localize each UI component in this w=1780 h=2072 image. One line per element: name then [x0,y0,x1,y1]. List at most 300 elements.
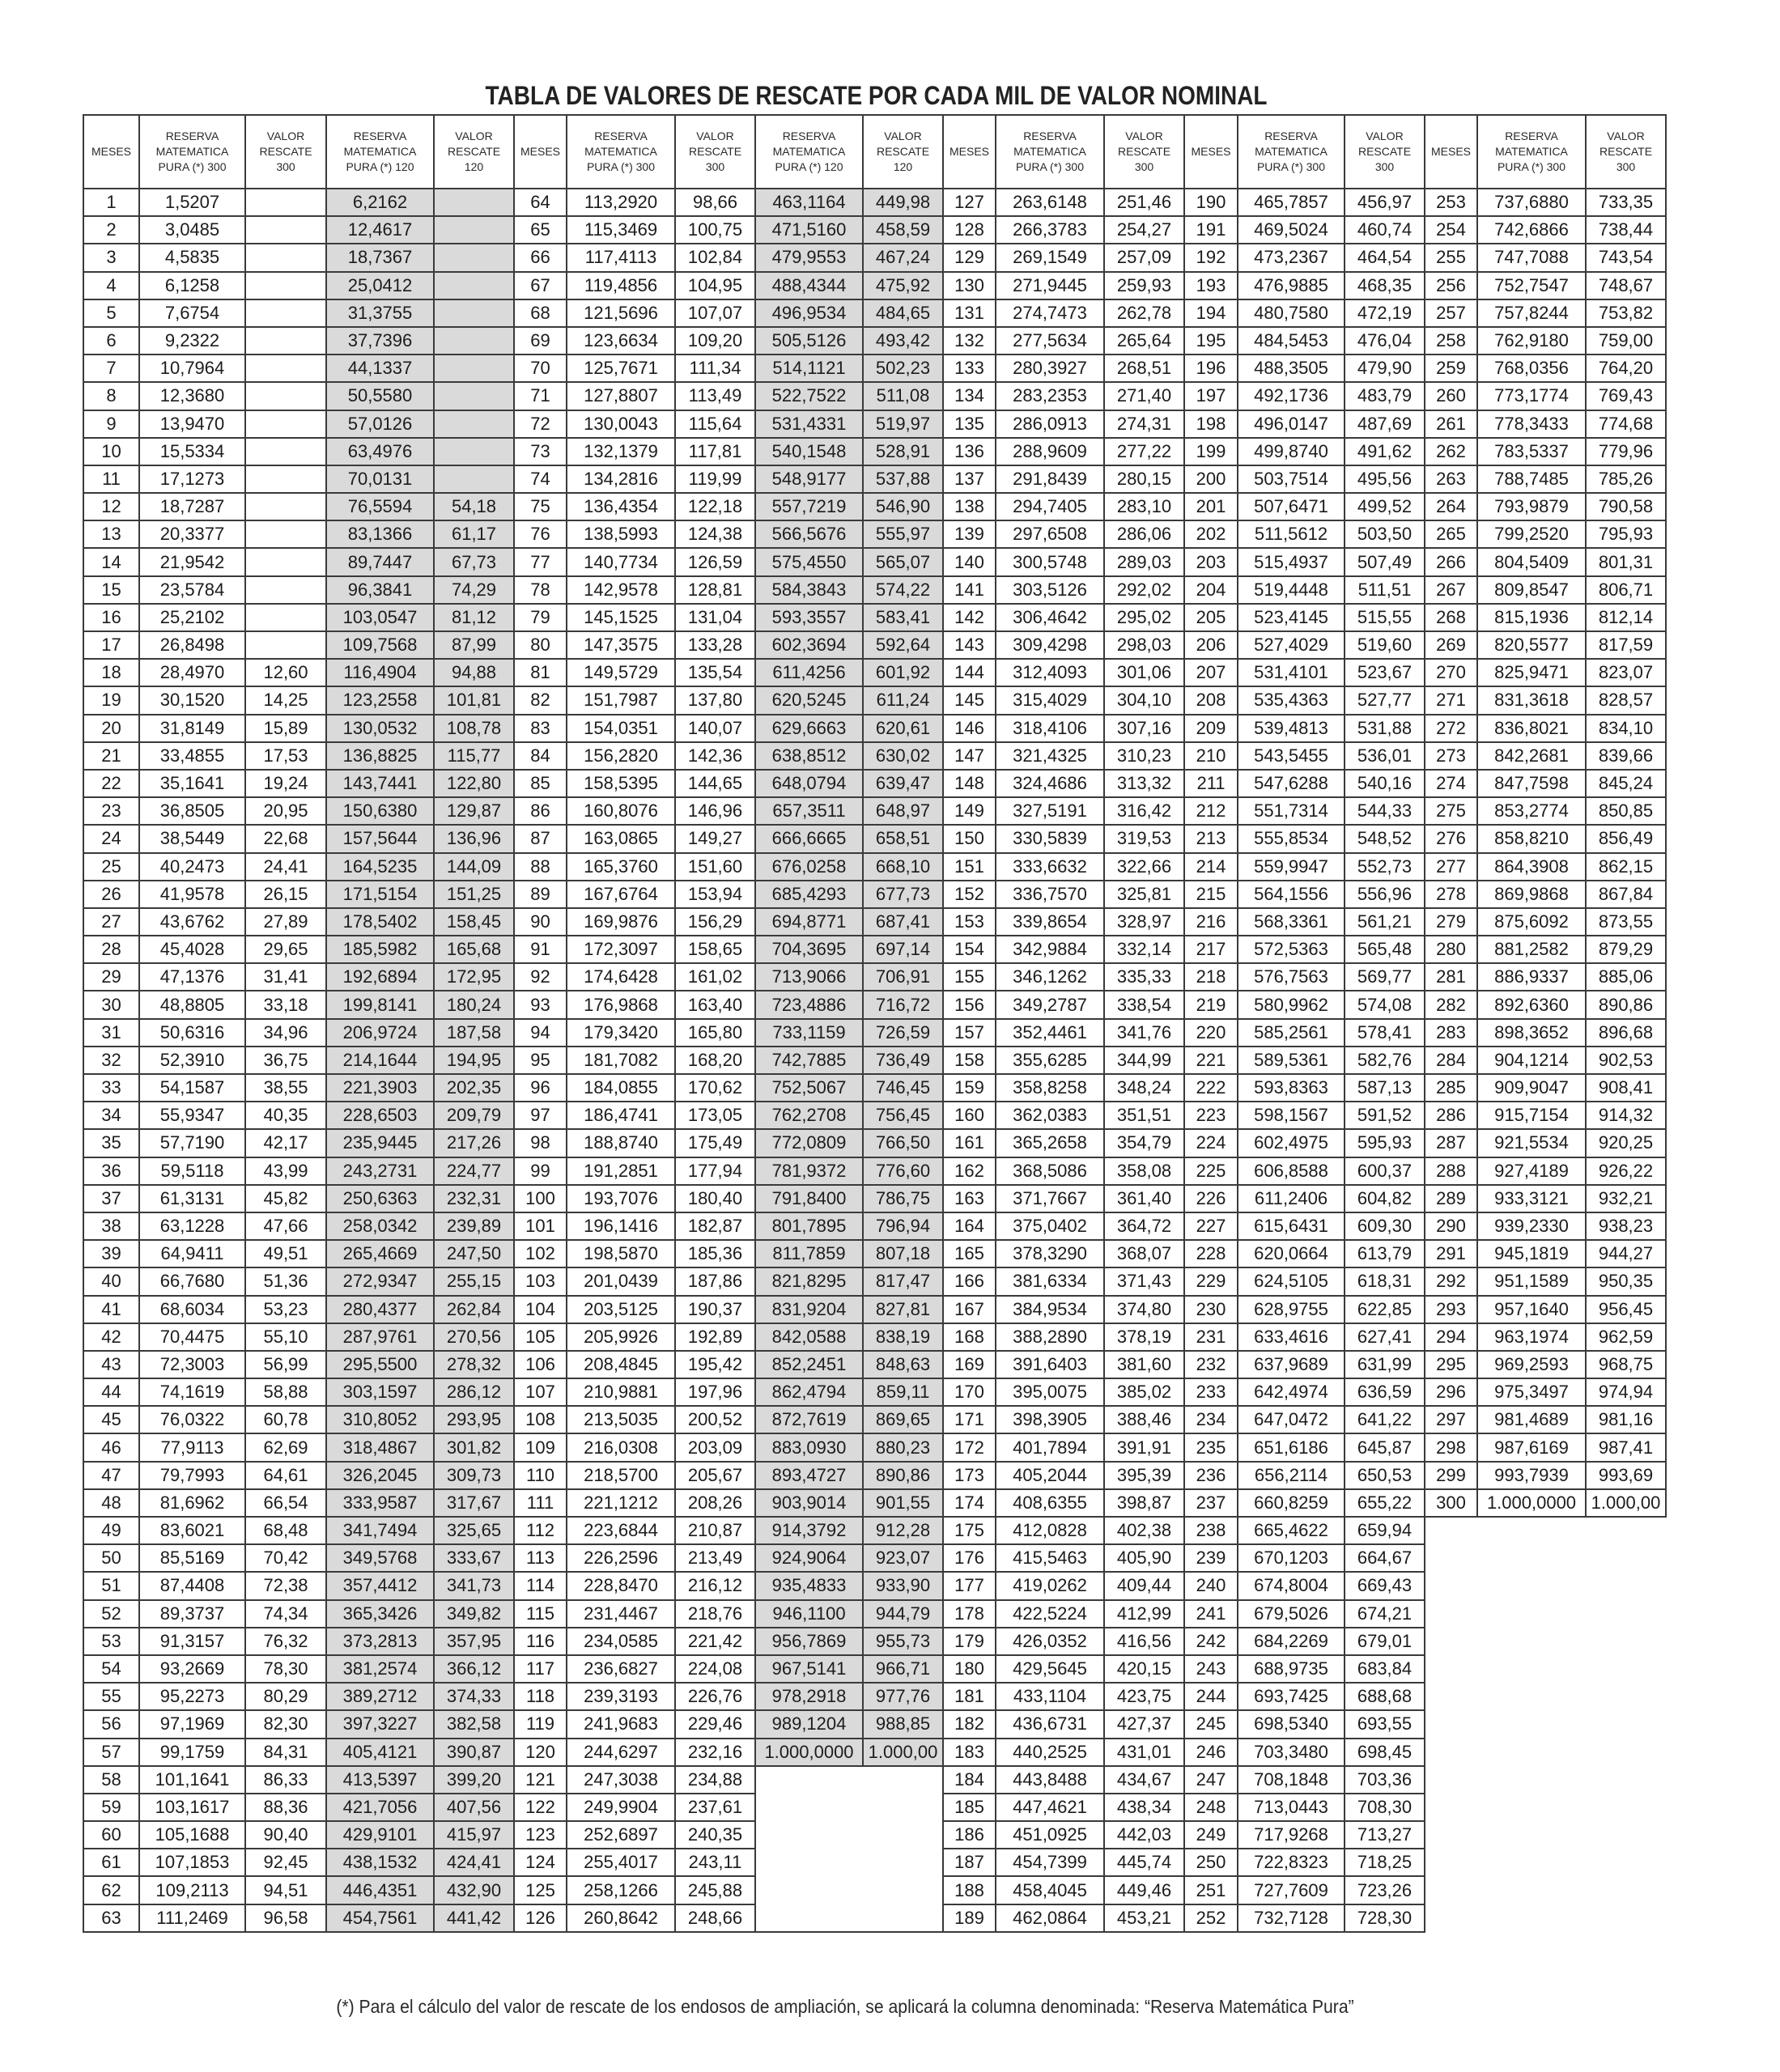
cell-reserva-300: 395,0075 [996,1378,1104,1406]
cell-meses: 15 [83,576,139,604]
cell-meses: 264 [1425,493,1477,520]
cell-reserva-300: 239,3193 [567,1683,675,1710]
empty-cell [1425,1600,1477,1628]
empty-cell [755,1766,863,1794]
cell-meses: 120 [514,1739,567,1766]
cell-valor-300: 135,54 [675,659,755,686]
cell-reserva-300: 12,3680 [139,382,245,410]
cell-reserva-120: 70,0131 [326,465,434,493]
cell-reserva-300: 35,1641 [139,770,245,797]
cell-valor-300: 344,99 [1104,1047,1184,1074]
cell-reserva-300: 842,2681 [1477,742,1586,770]
cell-valor-300: 173,05 [675,1102,755,1129]
cell-reserva-300: 898,3652 [1477,1019,1586,1047]
cell-valor-120: 923,07 [863,1544,943,1572]
cell-valor-120: 390,87 [434,1739,514,1766]
cell-reserva-300: 419,0262 [996,1572,1104,1599]
cell-meses: 49 [83,1517,139,1544]
cell-valor-300: 920,25 [1586,1129,1666,1157]
cell-meses: 131 [943,299,996,327]
cell-valor-300: 51,36 [245,1267,326,1295]
cell-reserva-300: 95,2273 [139,1683,245,1710]
cell-valor-120: 239,89 [434,1212,514,1240]
cell-meses: 45 [83,1406,139,1433]
cell-reserva-300: 665,4622 [1238,1517,1345,1544]
cell-valor-120: 658,51 [863,825,943,852]
empty-cell [1586,1849,1666,1876]
cell-meses: 173 [943,1462,996,1489]
cell-valor-300: 224,08 [675,1655,755,1683]
cell-meses: 36 [83,1157,139,1185]
empty-cell [863,1821,943,1849]
cell-valor-300 [245,272,326,299]
cell-valor-300: 163,40 [675,991,755,1018]
cell-valor-300: 31,41 [245,963,326,991]
cell-valor-300: 817,59 [1586,631,1666,659]
cell-valor-300: 398,87 [1104,1489,1184,1517]
cell-valor-120: 172,95 [434,963,514,991]
cell-reserva-300: 205,9926 [567,1323,675,1351]
cell-valor-300: 476,04 [1345,327,1425,355]
cell-valor-300: 834,10 [1586,715,1666,742]
cell-meses: 112 [514,1517,567,1544]
cell-valor-300: 636,59 [1345,1378,1425,1406]
header-meses: MESES [83,115,139,189]
cell-reserva-120: 772,0809 [755,1129,863,1157]
cell-meses: 150 [943,825,996,852]
cell-valor-300: 974,94 [1586,1378,1666,1406]
cell-meses: 20 [83,715,139,742]
cell-valor-300: 12,60 [245,659,326,686]
cell-reserva-300: 628,9755 [1238,1296,1345,1323]
table-row [83,1794,1666,1821]
cell-meses: 198 [1184,410,1238,438]
cell-meses: 24 [83,825,139,852]
cell-meses: 146 [943,715,996,742]
cell-reserva-300: 531,4101 [1238,659,1345,686]
cell-reserva-300: 585,2561 [1238,1019,1345,1047]
cell-meses: 2 [83,216,139,244]
cell-valor-120: 519,97 [863,410,943,438]
cell-valor-300: 43,99 [245,1157,326,1185]
cell-meses: 297 [1425,1406,1477,1433]
cell-reserva-300: 564,1556 [1238,881,1345,908]
cell-reserva-300: 915,7154 [1477,1102,1586,1129]
cell-reserva-120: 103,0547 [326,604,434,631]
cell-reserva-300: 101,1641 [139,1766,245,1794]
cell-meses: 168 [943,1323,996,1351]
cell-meses: 96 [514,1074,567,1102]
cell-reserva-120: 143,7441 [326,770,434,797]
cell-valor-120 [434,410,514,438]
cell-valor-300: 280,15 [1104,465,1184,493]
cell-meses: 48 [83,1489,139,1517]
cell-meses: 175 [943,1517,996,1544]
cell-valor-300: 19,24 [245,770,326,797]
cell-reserva-300: 670,1203 [1238,1544,1345,1572]
cell-meses: 18 [83,659,139,686]
cell-valor-300: 271,40 [1104,382,1184,410]
cell-reserva-300: 115,3469 [567,216,675,244]
cell-valor-300: 316,42 [1104,797,1184,825]
cell-reserva-120: 109,7568 [326,631,434,659]
cell-meses: 245 [1184,1710,1238,1738]
cell-reserva-120: 638,8512 [755,742,863,770]
cell-valor-300: 262,78 [1104,299,1184,327]
cell-reserva-300: 25,2102 [139,604,245,631]
cell-reserva-300: 103,1617 [139,1794,245,1821]
cell-valor-120: 158,45 [434,908,514,936]
cell-meses: 163 [943,1185,996,1212]
cell-valor-120: 81,12 [434,604,514,631]
cell-valor-300: 556,96 [1345,881,1425,908]
cell-reserva-300: 945,1819 [1477,1240,1586,1267]
cell-valor-120: 583,41 [863,604,943,631]
cell-valor-300: 679,01 [1345,1628,1425,1655]
cell-meses: 209 [1184,715,1238,742]
cell-reserva-300: 179,3420 [567,1019,675,1047]
cell-reserva-120: 648,0794 [755,770,863,797]
table-row [83,576,1666,604]
cell-meses: 109 [514,1433,567,1461]
cell-reserva-300: 48,8805 [139,991,245,1018]
cell-meses: 153 [943,908,996,936]
cell-reserva-300: 576,7563 [1238,963,1345,991]
cell-valor-120: 944,79 [863,1600,943,1628]
empty-cell [1586,1572,1666,1599]
cell-reserva-300: 987,6169 [1477,1433,1586,1461]
table-row [83,1406,1666,1433]
cell-reserva-120: 752,5067 [755,1074,863,1102]
cell-valor-120: 366,12 [434,1655,514,1683]
cell-reserva-300: 836,8021 [1477,715,1586,742]
cell-reserva-300: 391,6403 [996,1351,1104,1378]
cell-valor-300: 190,37 [675,1296,755,1323]
cell-valor-300 [245,520,326,548]
cell-valor-300: 764,20 [1586,355,1666,382]
cell-valor-300: 431,01 [1104,1739,1184,1766]
cell-valor-300: 47,66 [245,1212,326,1240]
cell-valor-300: 449,46 [1104,1876,1184,1904]
empty-cell [1586,1904,1666,1932]
cell-meses: 152 [943,881,996,908]
cell-reserva-120: 341,7494 [326,1517,434,1544]
cell-valor-300: 161,02 [675,963,755,991]
cell-reserva-120: 733,1159 [755,1019,863,1047]
cell-valor-300: 328,97 [1104,908,1184,936]
table-row [83,715,1666,742]
cell-reserva-120: 287,9761 [326,1323,434,1351]
cell-reserva-300: 89,3737 [139,1600,245,1628]
cell-valor-300: 304,10 [1104,686,1184,714]
cell-reserva-300: 91,3157 [139,1628,245,1655]
cell-reserva-300: 198,5870 [567,1240,675,1267]
cell-reserva-300: 130,0043 [567,410,675,438]
cell-reserva-120: 454,7561 [326,1904,434,1932]
table-row [83,1351,1666,1378]
cell-valor-300: 434,67 [1104,1766,1184,1794]
cell-valor-120: 194,95 [434,1047,514,1074]
cell-reserva-120: 531,4331 [755,410,863,438]
table-row [83,1433,1666,1461]
cell-valor-300: 981,16 [1586,1406,1666,1433]
cell-valor-120: 933,90 [863,1572,943,1599]
cell-reserva-300: 480,7580 [1238,299,1345,327]
cell-reserva-120: 924,9064 [755,1544,863,1572]
cell-meses: 239 [1184,1544,1238,1572]
cell-meses: 119 [514,1710,567,1738]
cell-valor-300: 175,49 [675,1129,755,1157]
table-row [83,1323,1666,1351]
cell-reserva-120: 566,5676 [755,520,863,548]
cell-valor-300: 216,12 [675,1572,755,1599]
cell-reserva-120: 801,7895 [755,1212,863,1240]
empty-cell [1425,1821,1477,1849]
cell-meses: 61 [83,1849,139,1876]
cell-reserva-300: 440,2525 [996,1739,1104,1766]
cell-valor-120 [434,216,514,244]
cell-reserva-120: 676,0258 [755,853,863,881]
cell-valor-300: 100,75 [675,216,755,244]
cell-meses: 135 [943,410,996,438]
cell-meses: 162 [943,1157,996,1185]
cell-reserva-120: 557,7219 [755,493,863,520]
cell-meses: 125 [514,1876,567,1904]
cell-valor-300: 128,81 [675,576,755,604]
cell-valor-300: 405,90 [1104,1544,1184,1572]
cell-valor-300: 503,50 [1345,520,1425,548]
cell-valor-300: 718,25 [1345,1849,1425,1876]
cell-reserva-120: 496,9534 [755,299,863,327]
cell-valor-120: 668,10 [863,853,943,881]
cell-reserva-300: 140,7734 [567,548,675,575]
cell-reserva-120: 914,3792 [755,1517,863,1544]
cell-valor-300: 536,01 [1345,742,1425,770]
cell-valor-300: 221,42 [675,1628,755,1655]
cell-reserva-300: 727,7609 [1238,1876,1345,1904]
cell-reserva-120: 310,8052 [326,1406,434,1433]
cell-reserva-300: 330,5839 [996,825,1104,852]
cell-valor-300: 738,44 [1586,216,1666,244]
cell-valor-120 [434,189,514,216]
table-row [83,631,1666,659]
cell-meses: 219 [1184,991,1238,1018]
cell-reserva-120: 214,1644 [326,1047,434,1074]
cell-valor-300: 495,56 [1345,465,1425,493]
cell-meses: 23 [83,797,139,825]
cell-reserva-120: 723,4886 [755,991,863,1018]
table-row [83,189,1666,216]
cell-reserva-120: 25,0412 [326,272,434,299]
table-row [83,604,1666,631]
empty-cell [1477,1517,1586,1544]
cell-meses: 82 [514,686,567,714]
cell-valor-300: 806,71 [1586,576,1666,604]
cell-valor-300: 627,41 [1345,1323,1425,1351]
cell-valor-120: 374,33 [434,1683,514,1710]
cell-reserva-300: 74,1619 [139,1378,245,1406]
cell-valor-300: 609,30 [1345,1212,1425,1240]
table-row [83,1157,1666,1185]
cell-valor-120: 776,60 [863,1157,943,1185]
cell-reserva-120: 171,5154 [326,881,434,908]
cell-reserva-120: 365,3426 [326,1600,434,1628]
cell-valor-120: 611,24 [863,686,943,714]
cell-reserva-120: 657,3511 [755,797,863,825]
cell-reserva-120: 235,9445 [326,1129,434,1157]
cell-valor-300: 295,02 [1104,604,1184,631]
cell-valor-300: 395,39 [1104,1462,1184,1489]
cell-valor-300: 987,41 [1586,1433,1666,1461]
cell-meses: 136 [943,438,996,465]
cell-valor-300: 26,15 [245,881,326,908]
cell-meses: 221 [1184,1047,1238,1074]
cell-valor-300: 604,82 [1345,1185,1425,1212]
cell-reserva-300: 99,1759 [139,1739,245,1766]
cell-reserva-300: 50,6316 [139,1019,245,1047]
cell-reserva-300: 66,7680 [139,1267,245,1295]
cell-reserva-300: 1.000,0000 [1477,1489,1586,1517]
cell-reserva-120: 6,2162 [326,189,434,216]
cell-valor-300: 956,45 [1586,1296,1666,1323]
cell-meses: 191 [1184,216,1238,244]
cell-reserva-300: 172,3097 [567,936,675,963]
empty-cell [1425,1849,1477,1876]
cell-valor-120: 706,91 [863,963,943,991]
cell-meses: 227 [1184,1212,1238,1240]
cell-valor-300: 487,69 [1345,410,1425,438]
cell-valor-120 [434,382,514,410]
cell-reserva-120: 989,1204 [755,1710,863,1738]
empty-cell [755,1794,863,1821]
cell-meses: 7 [83,355,139,382]
cell-meses: 250 [1184,1849,1238,1876]
cell-reserva-300: 799,2520 [1477,520,1586,548]
cell-meses: 265 [1425,520,1477,548]
cell-reserva-300: 547,6288 [1238,770,1345,797]
cell-meses: 126 [514,1904,567,1932]
cell-valor-120 [434,355,514,382]
cell-valor-300: 445,74 [1104,1849,1184,1876]
cell-valor-300: 698,45 [1345,1739,1425,1766]
cell-valor-300: 914,32 [1586,1102,1666,1129]
cell-valor-120: 202,35 [434,1074,514,1102]
cell-reserva-300: 38,5449 [139,825,245,852]
cell-reserva-300: 708,1848 [1238,1766,1345,1794]
cell-valor-120: 890,86 [863,1462,943,1489]
cell-valor-300 [245,493,326,520]
cell-reserva-300: 193,7076 [567,1185,675,1212]
empty-cell [1477,1628,1586,1655]
cell-reserva-300: 523,4145 [1238,604,1345,631]
cell-meses: 277 [1425,853,1477,881]
cell-meses: 224 [1184,1129,1238,1157]
cell-valor-300: 519,60 [1345,631,1425,659]
cell-valor-300: 890,86 [1586,991,1666,1018]
cell-meses: 212 [1184,797,1238,825]
cell-valor-300: 338,54 [1104,991,1184,1018]
cell-meses: 64 [514,189,567,216]
cell-reserva-120: 872,7619 [755,1406,863,1433]
cell-valor-120: 736,49 [863,1047,943,1074]
cell-reserva-120: 123,2558 [326,686,434,714]
cell-meses: 39 [83,1240,139,1267]
cell-meses: 144 [943,659,996,686]
cell-reserva-120: 272,9347 [326,1267,434,1295]
cell-reserva-300: 342,9884 [996,936,1104,963]
cell-valor-120: 151,25 [434,881,514,908]
empty-cell [1425,1710,1477,1738]
cell-reserva-300: 426,0352 [996,1628,1104,1655]
cell-meses: 241 [1184,1600,1238,1628]
cell-reserva-300: 358,8258 [996,1074,1104,1102]
cell-valor-300: 790,58 [1586,493,1666,520]
cell-reserva-120: 713,9066 [755,963,863,991]
cell-valor-300: 511,51 [1345,576,1425,604]
cell-meses: 276 [1425,825,1477,852]
cell-meses: 76 [514,520,567,548]
cell-meses: 28 [83,936,139,963]
cell-meses: 262 [1425,438,1477,465]
cell-valor-300: 92,45 [245,1849,326,1876]
cell-meses: 274 [1425,770,1477,797]
cell-valor-300: 170,62 [675,1074,755,1102]
cell-reserva-300: 318,4106 [996,715,1104,742]
cell-reserva-300: 869,9868 [1477,881,1586,908]
cell-reserva-300: 203,5125 [567,1296,675,1323]
cell-reserva-300: 969,2593 [1477,1351,1586,1378]
cell-meses: 170 [943,1378,996,1406]
cell-reserva-120: 935,4833 [755,1572,863,1599]
cell-reserva-120: 602,3694 [755,631,863,659]
cell-valor-120: 766,50 [863,1129,943,1157]
cell-meses: 244 [1184,1683,1238,1710]
cell-meses: 160 [943,1102,996,1129]
cell-reserva-120: 243,2731 [326,1157,434,1185]
cell-meses: 56 [83,1710,139,1738]
cell-meses: 35 [83,1129,139,1157]
cell-meses: 196 [1184,355,1238,382]
cell-meses: 279 [1425,908,1477,936]
cell-meses: 147 [943,742,996,770]
cell-valor-300: 845,24 [1586,770,1666,797]
cell-meses: 211 [1184,770,1238,797]
cell-meses: 161 [943,1129,996,1157]
cell-valor-300: 354,79 [1104,1129,1184,1157]
cell-reserva-300: 6,1258 [139,272,245,299]
cell-meses: 256 [1425,272,1477,299]
table-row [83,742,1666,770]
cell-meses: 246 [1184,1739,1238,1766]
cell-meses: 270 [1425,659,1477,686]
cell-reserva-300: 54,1587 [139,1074,245,1102]
cell-reserva-300: 732,7128 [1238,1904,1345,1932]
cell-meses: 6 [83,327,139,355]
cell-meses: 97 [514,1102,567,1129]
cell-meses: 25 [83,853,139,881]
cell-meses: 282 [1425,991,1477,1018]
empty-cell [1477,1849,1586,1876]
table-row [83,1544,1666,1572]
cell-reserva-300: 283,2353 [996,382,1104,410]
cell-meses: 177 [943,1572,996,1599]
empty-cell [755,1904,863,1932]
cell-reserva-300: 580,9962 [1238,991,1345,1018]
cell-valor-120: 270,56 [434,1323,514,1351]
cell-reserva-300: 136,4354 [567,493,675,520]
cell-meses: 268 [1425,604,1477,631]
cell-reserva-300: 21,9542 [139,548,245,575]
